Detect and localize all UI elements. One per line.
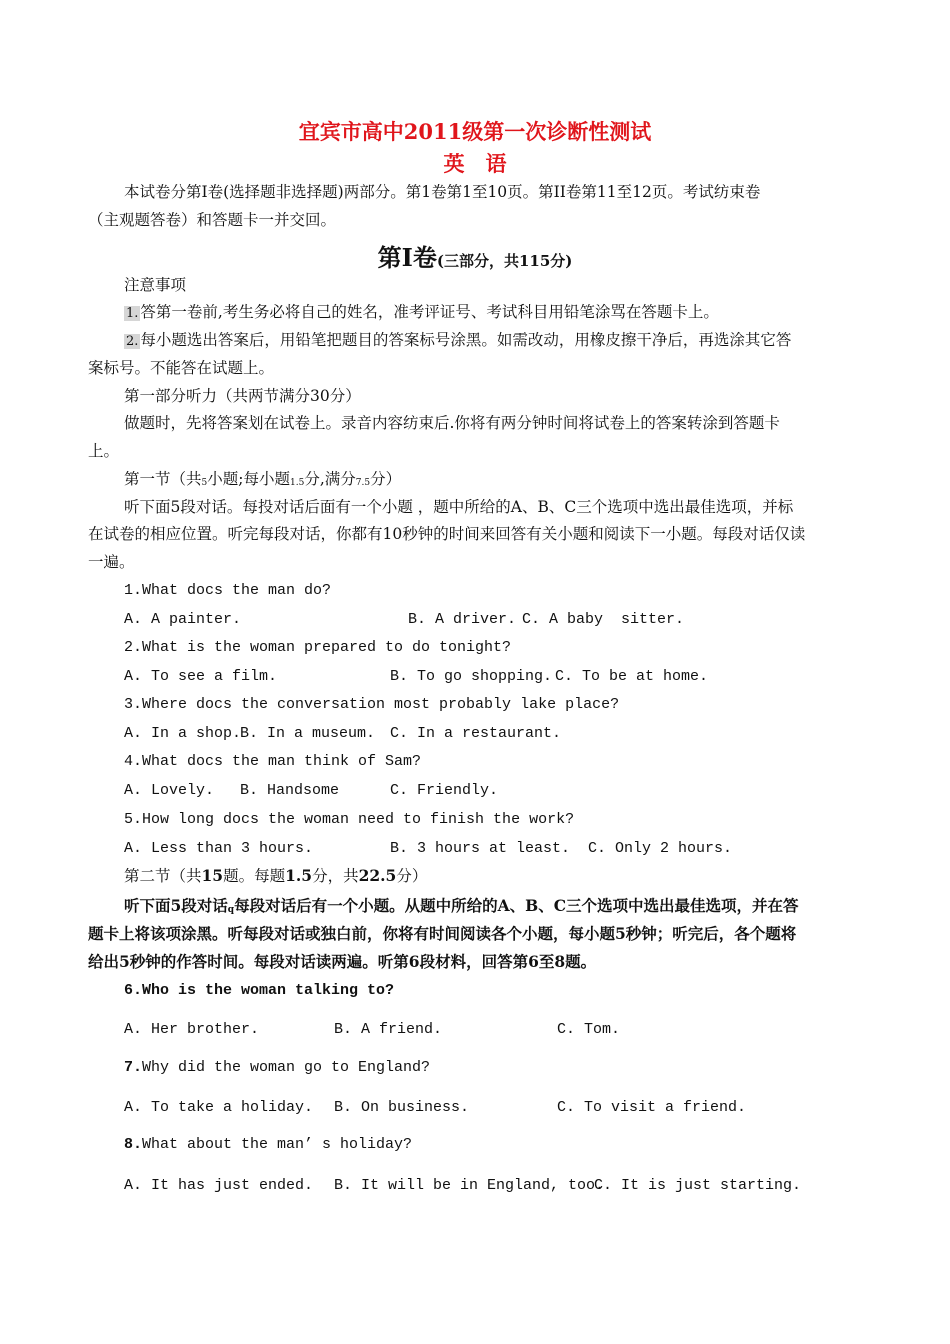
notes-item-2-cont: 案标号。不能答在试题上。: [88, 359, 275, 377]
sec2-head-d: 分）: [396, 867, 428, 885]
sec2-head-a: 第二节（共: [124, 867, 202, 885]
q5-option-c: C. Only 2 hours.: [588, 840, 733, 857]
sec2-desc-3: 给出5秒钟的作答时间。每段对话读两遍。听第6段材料，回答第6至8题。: [88, 952, 597, 971]
q6-option-c: C. Tom.: [557, 1021, 621, 1038]
q7-option-a: A. To take a holiday.: [124, 1099, 314, 1116]
q8-text: What about the man’ s holiday?: [142, 1136, 413, 1153]
q3-option-a: A. In a shop.: [124, 725, 242, 742]
listening-desc-1: 做题时，先将答案划在试卷上。录音内容纺束后.你将有两分钟时间将试卷上的答案转涂到答题卡: [124, 414, 780, 432]
sec1-head-c: 分,满分: [304, 470, 356, 488]
part-title: [0, 238, 950, 273]
q4-option-a: A. Lovely.: [124, 782, 215, 799]
sec1-head-b: 小题;每小题: [207, 470, 290, 488]
q7-text: Why did the woman go to England?: [142, 1059, 431, 1076]
sec1-head-d: 分）: [370, 470, 402, 488]
notes-item-2-text: 每小题选出答案后，用铅笔把题目的答案标号涂黑。如需改动，用橡皮擦干净后，再选涂其它答: [140, 331, 792, 349]
sec1-head-n3: 7.5: [355, 478, 371, 488]
part-title-sub: (三部分，共115分): [436, 252, 573, 270]
sec1-head-n1: 5: [201, 478, 208, 488]
q1-stem: 1.What docs the man do?: [124, 582, 332, 599]
sec1-desc-2: 在试卷的相应位置。听完每段对话，你都有10秒钟的时间来回答有关小题和阅读下一小题。每段对话仅读: [88, 525, 806, 543]
q1-option-c: C. A baby sitter.: [522, 611, 685, 628]
q4-option-b: B. Handsome: [240, 782, 340, 799]
sec2-head-n3: 22.5: [358, 866, 397, 885]
sec1-desc-1: 听下面5段对话。每投对话后面有一个小题 ，题中所给的A、B、C三个选项中选出最佳选项，并标: [124, 498, 794, 516]
q8-number: 8.: [124, 1136, 143, 1153]
q2-option-a: A. To see a film.: [124, 668, 278, 685]
notes-item-1: [124, 302, 719, 324]
q3-option-b: B. In a museum.: [240, 725, 376, 742]
q6-text: Who is the woman talking to?: [142, 982, 395, 999]
intro-line-1: 本试卷分第Ⅰ卷(选择题非选择题)两部分。第1卷第1至10页。第II卷第11至12页。考试纺束卷: [124, 183, 761, 201]
q6-option-a: A. Her brother.: [124, 1021, 260, 1038]
sec2-heading: [124, 866, 427, 886]
q1-option-b: B. A driver.: [408, 611, 517, 628]
sec1-head-n2: 1.5: [289, 478, 305, 488]
q2-option-b: B. To go shopping.: [390, 668, 553, 685]
sec2-head-n1: 15: [201, 866, 224, 885]
document-title: 宜宾市高中2011级第一次诊断性测试: [298, 119, 652, 144]
notes-heading: 注意事项: [124, 276, 187, 294]
sec1-heading: [124, 469, 401, 493]
q8-option-c: C. It is just starting.: [594, 1177, 802, 1194]
q5-stem: 5.How long docs the woman need to finish the work?: [124, 811, 575, 828]
part-title-main: 第Ⅰ卷: [377, 243, 437, 272]
notes-item-2-number: 2.: [126, 334, 139, 349]
q7-number: 7.: [124, 1059, 143, 1076]
q5-option-a: A. Less than 3 hours.: [124, 840, 314, 857]
q5-option-b: B. 3 hours at least.: [390, 840, 571, 857]
subject-title: 英 语: [443, 151, 507, 176]
q3-option-c: C. In a restaurant.: [390, 725, 562, 742]
sec2-desc-1b: 每段对话后有一个小题。从题中所给的A、B、C三个选项中选出最佳选项，并在答: [234, 896, 799, 915]
sec1-head-a: 第一节（共: [124, 470, 202, 488]
q7-option-b: B. On business.: [334, 1099, 470, 1116]
q3-stem: 3.Where docs the conversation most probably lake place?: [124, 696, 620, 713]
q8-option-a: A. It has just ended.: [124, 1177, 314, 1194]
q1-option-a: A. A painter.: [124, 611, 242, 628]
listening-heading: 第一部分听力（共两节满分30分）: [124, 387, 361, 405]
q7-option-c: C. To visit a friend.: [557, 1099, 747, 1116]
intro-line-2: （主观题答卷）和答题卡一并交回。: [88, 211, 337, 229]
sec2-head-n2: 1.5: [285, 866, 313, 885]
sec1-desc-3: 一遍。: [88, 553, 135, 571]
q2-stem: 2.What is the woman prepared to do tonight?: [124, 639, 512, 656]
notes-item-1-number: 1.: [126, 306, 139, 321]
sec2-desc-2: 题卡上将该项涂黑。听每段对话或独白前，你将有时间阅读各个小题，每小题5秒钟；听完后，各个题将: [88, 924, 797, 943]
q6-option-b: B. A friend.: [334, 1021, 443, 1038]
q6-number: 6.: [124, 982, 143, 999]
q7-stem: [124, 1058, 430, 1078]
q8-option-b: B. It will be in England, too.: [334, 1177, 605, 1194]
q2-option-c: C. To be at home.: [555, 668, 709, 685]
q4-stem: 4.What docs the man think of Sam?: [124, 753, 422, 770]
q8-stem: [124, 1135, 412, 1155]
sec2-desc-1a: 听下面5段对话: [124, 896, 228, 915]
q6-stem: [124, 981, 394, 1001]
sec2-head-b: 题。每题: [223, 867, 286, 885]
notes-item-1-text: 答第一卷前,考生务必将自己的姓名，准考评证号、考试科目用铅笔涂骂在答题卡上。: [140, 303, 719, 321]
q4-option-c: C. Friendly.: [390, 782, 499, 799]
sec2-head-c: 分，共: [312, 867, 359, 885]
sec2-desc-1: [124, 896, 799, 920]
notes-item-2: [124, 330, 791, 352]
sec2-desc-q: q: [227, 905, 235, 915]
listening-desc-2: 上。: [88, 442, 120, 460]
